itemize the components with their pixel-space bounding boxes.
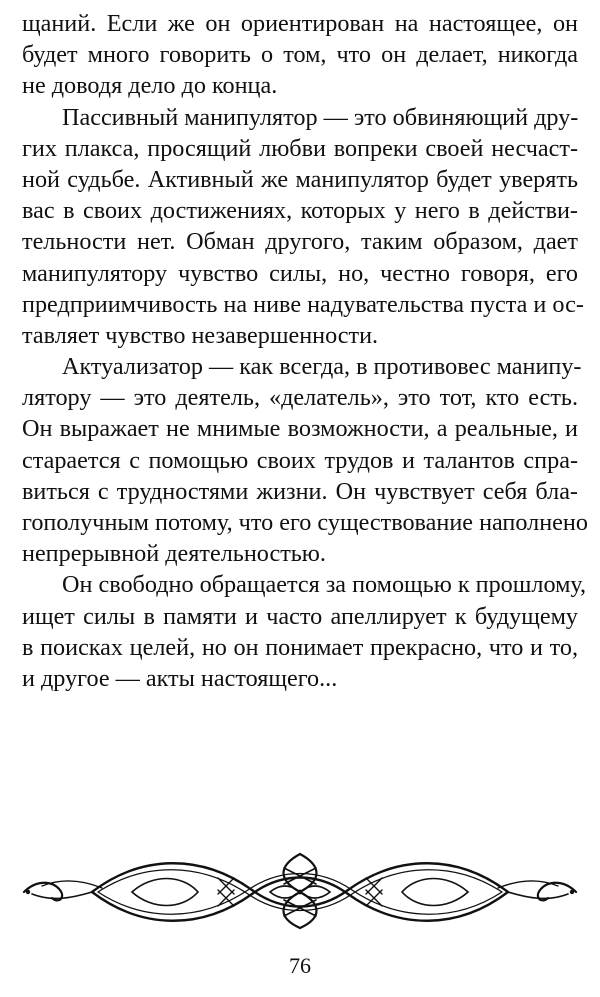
text-line: виться с трудностями жизни. Он чувствует себя бла- [22, 477, 578, 505]
text-line: старается с помощью своих трудов и талантов спра- [22, 446, 578, 474]
text-line: манипулятору чувство силы, но, честно говоря, его [22, 259, 578, 287]
text-line: Пассивный манипулятор — это обвиняющий дру- [62, 103, 579, 131]
text-line: щаний. Если же он ориентирован на настоящее, он [22, 10, 578, 37]
text-line: вас в своих достижениях, которых у него в действи- [22, 197, 578, 225]
text-line: непрерывной деятельностью. [22, 540, 326, 568]
text-line: ной судьбе. Активный же манипулятор будет уверять [22, 165, 578, 193]
text-line: ищет силы в памяти и часто апеллирует к будущему [22, 602, 578, 630]
text-line: Он свободно обращается за помощью к прошлому, [62, 571, 587, 599]
text-line: гополучным потому, что его существование наполнено [22, 509, 588, 536]
text-line: тавляет чувство незавершенности. [22, 321, 379, 349]
text-line: и другое — акты настоящего... [22, 664, 338, 692]
interlaced-knot-ornament-icon [22, 850, 578, 930]
page-number: 76 [289, 953, 311, 978]
text-line: предприимчивость на ниве надувательства пуста и ос- [22, 290, 584, 318]
body-text [22, 8, 588, 694]
text-line: Он выражает не мнимые возможности, а реальные, и [22, 415, 578, 443]
text-line: в поисках целей, но он понимает прекрасно, что и то, [22, 633, 578, 661]
text-line: гих плакса, просящий любви вопреки своей несчаст- [22, 134, 578, 162]
text-line: будет много говорить о том, что он делает, никогда [22, 41, 578, 69]
text-line: Актуализатор — как всегда, в противовес манипу- [62, 353, 582, 381]
text-line: тельности нет. Обман другого, таким образом, дает [22, 228, 578, 256]
text-line: не доводя дело до конца. [22, 72, 278, 100]
text-line: лятору — это деятель, «делатель», это тот, кто есть. [22, 384, 578, 412]
